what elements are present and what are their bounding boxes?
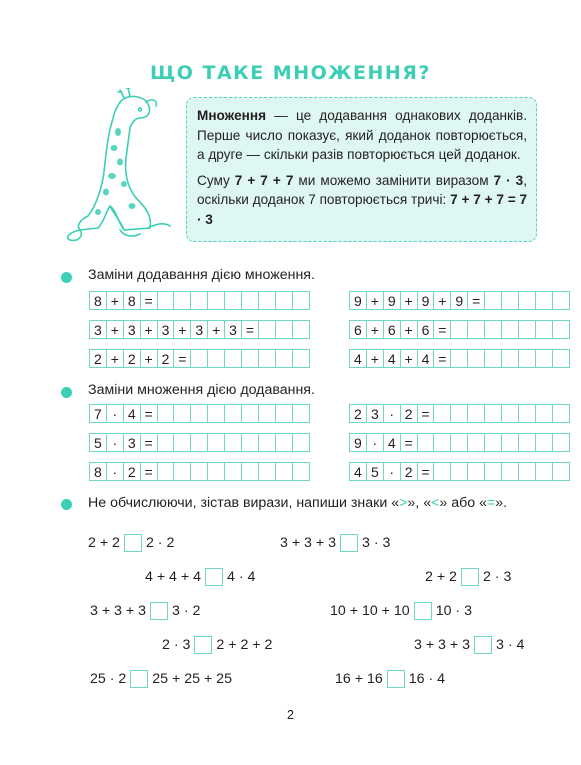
answer-cell[interactable] [241, 291, 259, 310]
expression-cell: 6 [417, 320, 435, 339]
expression-cell: 8 [89, 291, 107, 310]
expression-cell: 7 [89, 404, 107, 423]
answer-cell[interactable] [484, 462, 502, 481]
expression-cell: = [241, 320, 259, 339]
answer-cell[interactable] [518, 433, 536, 452]
comparison-item [90, 600, 200, 622]
answer-cell[interactable] [292, 349, 310, 368]
answer-cell[interactable] [433, 433, 451, 452]
answer-cell[interactable] [157, 404, 175, 423]
comparison-left: 3 + 3 + 3 [414, 637, 471, 653]
expression-cell: 2 [123, 349, 141, 368]
answer-box[interactable] [194, 636, 212, 654]
expression-cell: · [106, 433, 124, 452]
answer-box[interactable] [461, 568, 479, 586]
expression-cell: 9 [383, 291, 401, 310]
answer-cell[interactable] [292, 291, 310, 310]
expression-cell: 8 [89, 462, 107, 481]
answer-cell[interactable] [258, 433, 276, 452]
answer-cell[interactable] [535, 404, 553, 423]
expression-cell: 2 [349, 404, 367, 423]
expression-cell: = [417, 462, 435, 481]
answer-cell[interactable] [450, 433, 468, 452]
answer-cell[interactable] [292, 462, 310, 481]
expression-cell: = [433, 320, 451, 339]
expression-cell: · [106, 404, 124, 423]
answer-cell[interactable] [552, 320, 570, 339]
answer-cell[interactable] [241, 349, 259, 368]
comparison-right: 16 · 4 [408, 671, 446, 687]
answer-row [349, 320, 569, 339]
comparison-item [145, 566, 255, 588]
answer-cell[interactable] [207, 404, 225, 423]
expression-cell: 2 [157, 349, 175, 368]
example-text-a: Суму [197, 172, 235, 188]
answer-cell[interactable] [258, 320, 276, 339]
expression-cell: 5 [89, 433, 107, 452]
comparison-left: 3 + 3 + 3 [280, 535, 337, 551]
answer-row [89, 462, 309, 481]
answer-box[interactable] [414, 602, 432, 620]
answer-cell[interactable] [501, 291, 519, 310]
expression-cell: + [106, 349, 124, 368]
answer-cell[interactable] [450, 404, 468, 423]
expression-cell: 6 [349, 320, 367, 339]
answer-cell[interactable] [207, 349, 225, 368]
task3-text-b: », « [407, 495, 432, 511]
answer-cell[interactable] [275, 320, 293, 339]
answer-cell[interactable] [484, 433, 502, 452]
expression-cell: = [140, 291, 158, 310]
expression-cell: = [417, 404, 435, 423]
answer-cell[interactable] [275, 291, 293, 310]
answer-cell[interactable] [258, 349, 276, 368]
answer-box[interactable] [387, 670, 405, 688]
expression-cell: = [140, 462, 158, 481]
definition-text: — це додавання однакових доданків. Перше число показує, який доданок повторюється, а друге — скільки разів повторюється цей доданок. [197, 108, 527, 162]
less-sign: < [431, 495, 440, 511]
definition-paragraph [197, 106, 527, 165]
expression-cell: + [106, 291, 124, 310]
expression-cell: = [467, 291, 485, 310]
answer-cell[interactable] [552, 404, 570, 423]
expression-cell: · [366, 433, 384, 452]
page-number: 2 [287, 708, 294, 722]
answer-cell[interactable] [157, 462, 175, 481]
comparison-left: 2 · 3 [162, 637, 191, 653]
answer-cell[interactable] [518, 349, 536, 368]
answer-cell[interactable] [467, 349, 485, 368]
answer-box[interactable] [150, 602, 168, 620]
answer-cell[interactable] [275, 404, 293, 423]
answer-cell[interactable] [241, 404, 259, 423]
answer-cell[interactable] [258, 404, 276, 423]
answer-cell[interactable] [433, 462, 451, 481]
expression-cell: 3 [224, 320, 242, 339]
comparison-left: 10 + 10 + 10 [330, 603, 410, 619]
comparison-item [335, 668, 445, 690]
expression-cell: + [366, 320, 384, 339]
answer-cell[interactable] [484, 404, 502, 423]
comparison-left: 3 + 3 + 3 [90, 603, 147, 619]
answer-cell[interactable] [157, 433, 175, 452]
expression-cell: 2 [400, 462, 418, 481]
answer-cell[interactable] [173, 433, 191, 452]
answer-cell[interactable] [535, 291, 553, 310]
answer-row [349, 349, 569, 368]
definition-term: Множення [197, 108, 267, 123]
answer-cell[interactable] [224, 349, 242, 368]
answer-box[interactable] [124, 534, 142, 552]
answer-cell[interactable] [224, 291, 242, 310]
answer-cell[interactable] [552, 462, 570, 481]
expression-cell: 3 [123, 320, 141, 339]
answer-cell[interactable] [190, 433, 208, 452]
expression-cell: 9 [417, 291, 435, 310]
answer-cell[interactable] [207, 291, 225, 310]
comparison-left: 2 + 2 [425, 569, 457, 585]
comparison-right: 4 · 4 [227, 569, 256, 585]
expression-cell: 2 [123, 462, 141, 481]
comparison-right: 3 · 4 [496, 637, 525, 653]
answer-cell[interactable] [552, 349, 570, 368]
answer-cell[interactable] [292, 404, 310, 423]
answer-box[interactable] [205, 568, 223, 586]
expression-cell: 3 [157, 320, 175, 339]
comparison-right: 25 + 25 + 25 [152, 671, 232, 687]
answer-row [89, 291, 309, 310]
example-text-c: , оскільки доданок 7 повторюється тричі: [197, 172, 527, 207]
task2-bullet [61, 387, 72, 398]
comparison-right: 2 · 2 [145, 535, 175, 551]
expression-cell: 4 [123, 404, 141, 423]
answer-cell[interactable] [275, 433, 293, 452]
answer-cell[interactable] [501, 349, 519, 368]
answer-cell[interactable] [207, 462, 225, 481]
expression-cell: + [400, 349, 418, 368]
comparison-item [162, 634, 272, 656]
answer-cell[interactable] [433, 404, 451, 423]
answer-cell[interactable] [501, 433, 519, 452]
task2-instruction: Заміни множення дією додавання. [88, 382, 315, 398]
comparison-right: 2 + 2 + 2 [216, 637, 273, 653]
expression-cell: · [106, 462, 124, 481]
expression-cell: + [366, 349, 384, 368]
expression-cell: = [433, 349, 451, 368]
comparison-left: 16 + 16 [335, 671, 383, 687]
answer-cell[interactable] [275, 349, 293, 368]
answer-cell[interactable] [518, 462, 536, 481]
expression-cell: 3 [366, 404, 384, 423]
answer-row [349, 291, 569, 310]
answer-row [349, 462, 569, 481]
answer-cell[interactable] [190, 291, 208, 310]
answer-cell[interactable] [518, 291, 536, 310]
answer-cell[interactable] [190, 404, 208, 423]
expression-cell: = [173, 349, 191, 368]
expression-cell: 3 [190, 320, 208, 339]
expression-cell: 6 [383, 320, 401, 339]
example-paragraph [197, 171, 527, 230]
expression-cell: 3 [123, 433, 141, 452]
answer-box[interactable] [130, 670, 148, 688]
answer-row [89, 404, 309, 423]
comparison-right: 10 · 3 [435, 603, 472, 619]
answer-cell[interactable] [467, 462, 485, 481]
expression-cell: + [433, 291, 451, 310]
comparison-item [90, 668, 232, 690]
answer-row [349, 433, 569, 452]
comparison-left: 2 + 2 [88, 535, 120, 551]
answer-cell[interactable] [190, 349, 208, 368]
answer-cell[interactable] [484, 349, 502, 368]
answer-cell[interactable] [292, 320, 310, 339]
answer-cell[interactable] [501, 462, 519, 481]
answer-cell[interactable] [467, 433, 485, 452]
example-sum: 7 + 7 + 7 [234, 172, 294, 188]
comparison-left: 25 · 2 [90, 671, 127, 687]
answer-cell[interactable] [535, 462, 553, 481]
expression-cell: = [140, 404, 158, 423]
answer-cell[interactable] [173, 462, 191, 481]
expression-cell: 9 [349, 433, 367, 452]
answer-row [349, 404, 569, 423]
answer-cell[interactable] [258, 291, 276, 310]
expression-cell: = [140, 433, 158, 452]
comparison-item [425, 566, 511, 588]
answer-cell[interactable] [224, 404, 242, 423]
example-text-b: ми можемо замінити виразом [293, 172, 494, 188]
answer-cell[interactable] [241, 433, 259, 452]
expression-cell: 9 [349, 291, 367, 310]
answer-cell[interactable] [190, 462, 208, 481]
definition-box [186, 97, 537, 242]
answer-row [89, 349, 309, 368]
comparison-right: 2 · 3 [482, 569, 512, 585]
comparison-item [330, 600, 472, 622]
task3-instruction [88, 494, 540, 512]
answer-cell[interactable] [157, 291, 175, 310]
expression-cell: 2 [400, 404, 418, 423]
answer-cell[interactable] [275, 462, 293, 481]
answer-cell[interactable] [467, 320, 485, 339]
comparison-left: 4 + 4 + 4 [145, 569, 202, 585]
expression-cell: 3 [89, 320, 107, 339]
task3-text-d: ». [495, 495, 508, 511]
expression-cell: 9 [450, 291, 468, 310]
example-equation: 7 + 7 + 7 = 7 · 3 [197, 192, 528, 227]
task1-bullet [61, 272, 72, 283]
answer-box[interactable] [340, 534, 358, 552]
answer-cell[interactable] [450, 349, 468, 368]
answer-cell[interactable] [292, 433, 310, 452]
expression-cell: 2 [89, 349, 107, 368]
answer-cell[interactable] [535, 320, 553, 339]
equal-sign: = [486, 495, 496, 511]
comparison-item [88, 532, 174, 554]
expression-cell: 8 [123, 291, 141, 310]
expression-cell: 4 [383, 433, 401, 452]
task3-bullet [61, 499, 72, 510]
answer-cell[interactable] [484, 291, 502, 310]
answer-cell[interactable] [552, 291, 570, 310]
answer-row [89, 320, 309, 339]
answer-cell[interactable] [207, 433, 225, 452]
expression-cell: 4 [417, 349, 435, 368]
comparison-item [414, 634, 524, 656]
task3-text-a: Не обчислюючи, зістав вирази, напиши знаки « [88, 495, 400, 511]
comparison-right: 3 · 3 [362, 535, 391, 551]
answer-cell[interactable] [518, 404, 536, 423]
answer-cell[interactable] [501, 404, 519, 423]
answer-cell[interactable] [450, 462, 468, 481]
answer-cell[interactable] [450, 320, 468, 339]
answer-cell[interactable] [535, 433, 553, 452]
expression-cell: · [383, 404, 401, 423]
expression-cell: = [400, 433, 418, 452]
expression-cell: + [140, 349, 158, 368]
comparison-right: 3 · 2 [172, 603, 201, 619]
task1-instruction: Заміни додавання дією множення. [88, 267, 315, 283]
expression-cell: 4 [349, 349, 367, 368]
expression-cell: + [400, 320, 418, 339]
expression-cell: 4 [349, 462, 367, 481]
giraffe-illustration [60, 88, 180, 243]
task3-text-c: » або « [439, 495, 487, 511]
answer-cell[interactable] [535, 349, 553, 368]
answer-cell[interactable] [501, 320, 519, 339]
expression-cell: + [140, 320, 158, 339]
expression-cell: 5 [366, 462, 384, 481]
example-product: 7 · 3 [493, 172, 524, 188]
expression-cell: + [366, 291, 384, 310]
answer-cell[interactable] [224, 462, 242, 481]
answer-cell[interactable] [173, 404, 191, 423]
expression-cell: 4 [383, 349, 401, 368]
expression-cell: + [207, 320, 225, 339]
expression-cell: · [383, 462, 401, 481]
expression-cell: + [173, 320, 191, 339]
answer-cell[interactable] [467, 404, 485, 423]
answer-cell[interactable] [173, 291, 191, 310]
expression-cell: + [106, 320, 124, 339]
answer-row [89, 433, 309, 452]
answer-cell[interactable] [241, 462, 259, 481]
answer-cell[interactable] [484, 320, 502, 339]
page-title: ЩО ТАКЕ МНОЖЕННЯ? [150, 62, 431, 84]
expression-cell: + [400, 291, 418, 310]
answer-cell[interactable] [518, 320, 536, 339]
comparison-item [280, 532, 390, 554]
greater-sign: > [399, 495, 408, 511]
answer-cell[interactable] [552, 433, 570, 452]
answer-cell[interactable] [417, 433, 435, 452]
answer-box[interactable] [474, 636, 492, 654]
answer-cell[interactable] [258, 462, 276, 481]
answer-cell[interactable] [224, 433, 242, 452]
